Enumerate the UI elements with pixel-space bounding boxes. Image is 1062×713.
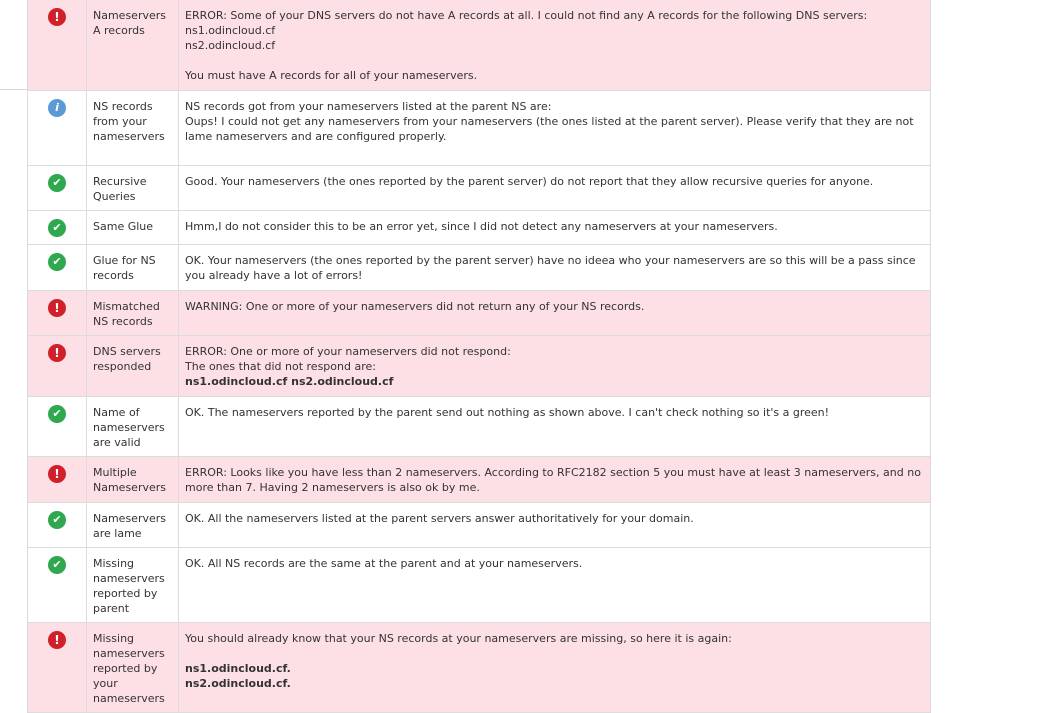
test-name: Mismatched NS records [87,291,179,336]
nameserver-name: ns2.odincloud.cf. [185,677,291,690]
message-line: The ones that did not respond are: [185,360,376,373]
message-line: Good. Your nameservers (the ones reported by the parent server) do not report that they allow recursive queries for anyone. [185,175,874,188]
test-name: Missing nameservers reported by your nameservers [87,623,179,713]
status-cell [28,623,87,713]
message-line: Oups! I could not get any nameservers from your nameservers (the ones listed at the parent server). Please verify that they are not lame nameservers and are configured properly. [185,115,914,143]
status-cell [28,457,87,503]
report-row [28,336,931,397]
test-result-message [179,91,931,166]
blank-line [185,53,924,68]
check-icon: ✔ [48,405,66,423]
error-icon: ! [48,631,66,649]
dns-report-rows [28,0,931,713]
report-row [28,548,931,623]
test-result-message [179,336,931,397]
test-result-message [179,457,931,503]
test-name: DNS servers responded [87,336,179,397]
test-result-message [179,548,931,623]
error-icon: ! [48,299,66,317]
test-name: Nameservers are lame [87,503,179,548]
report-row [28,211,931,245]
status-cell [28,211,87,245]
dns-report-table [27,0,931,713]
check-icon: ✔ [48,556,66,574]
test-name: Multiple Nameservers [87,457,179,503]
test-name: Missing nameservers reported by parent [87,548,179,623]
check-icon: ✔ [48,219,66,237]
test-name: NS records from your nameservers [87,91,179,166]
message-line: OK. All NS records are the same at the parent and at your nameservers. [185,557,583,570]
test-name: Recursive Queries [87,166,179,211]
report-row [28,457,931,503]
message-line: NS records got from your nameservers listed at the parent NS are: [185,100,552,113]
message-line: ns1.odincloud.cf [185,24,276,37]
message-line: OK. The nameservers reported by the parent send out nothing as shown above. I can't check nothing so it's a green! [185,406,830,419]
message-line: OK. All the nameservers listed at the parent servers answer authoritatively for your domain. [185,512,694,525]
test-name: Same Glue [87,211,179,245]
report-row [28,166,931,211]
info-icon: i [48,99,66,117]
report-row [28,291,931,336]
check-icon: ✔ [48,511,66,529]
status-cell [28,397,87,457]
message-line: ERROR: Looks like you have less than 2 nameservers. According to RFC2182 section 5 you must have at least 3 nameservers, and no more than 7. Having 2 nameservers is also ok by me. [185,466,921,494]
error-icon: ! [48,465,66,483]
report-row [28,397,931,457]
test-result-message [179,397,931,457]
test-result-message [179,211,931,245]
test-result-message [179,0,931,91]
status-cell [28,503,87,548]
message-line: WARNING: One or more of your nameservers did not return any of your NS records. [185,300,645,313]
error-icon: ! [48,8,66,26]
status-cell [28,91,87,166]
report-row [28,503,931,548]
nameserver-name: ns1.odincloud.cf ns2.odincloud.cf [185,375,394,388]
report-row [28,0,931,91]
status-cell [28,0,87,91]
test-name: Glue for NS records [87,245,179,291]
blank-line [185,646,924,661]
status-cell [28,336,87,397]
test-result-message [179,291,931,336]
left-divider [0,89,27,90]
test-name: Name of nameservers are valid [87,397,179,457]
status-cell [28,166,87,211]
test-name: Nameservers A records [87,0,179,91]
message-line: ERROR: Some of your DNS servers do not have A records at all. I could not find any A records for the following DNS servers: [185,9,868,22]
test-result-message [179,245,931,291]
status-cell [28,245,87,291]
test-result-message [179,166,931,211]
message-line: You should already know that your NS records at your nameservers are missing, so here it is again: [185,632,732,645]
report-row [28,91,931,166]
message-line: OK. Your nameservers (the ones reported by the parent server) have no ideea who your nameservers are so this will be a pass since you already have a lot of errors! [185,254,916,282]
message-line: ERROR: One or more of your nameservers did not respond: [185,345,511,358]
message-line: Hmm,I do not consider this to be an error yet, since I did not detect any nameservers at your nameservers. [185,220,778,233]
check-icon: ✔ [48,174,66,192]
error-icon: ! [48,344,66,362]
test-result-message [179,503,931,548]
test-result-message [179,623,931,713]
check-icon: ✔ [48,253,66,271]
status-cell [28,548,87,623]
message-line: ns2.odincloud.cf [185,39,276,52]
nameserver-name: ns1.odincloud.cf. [185,662,291,675]
report-row [28,623,931,713]
message-line: You must have A records for all of your nameservers. [185,69,478,82]
report-row [28,245,931,291]
status-cell [28,291,87,336]
